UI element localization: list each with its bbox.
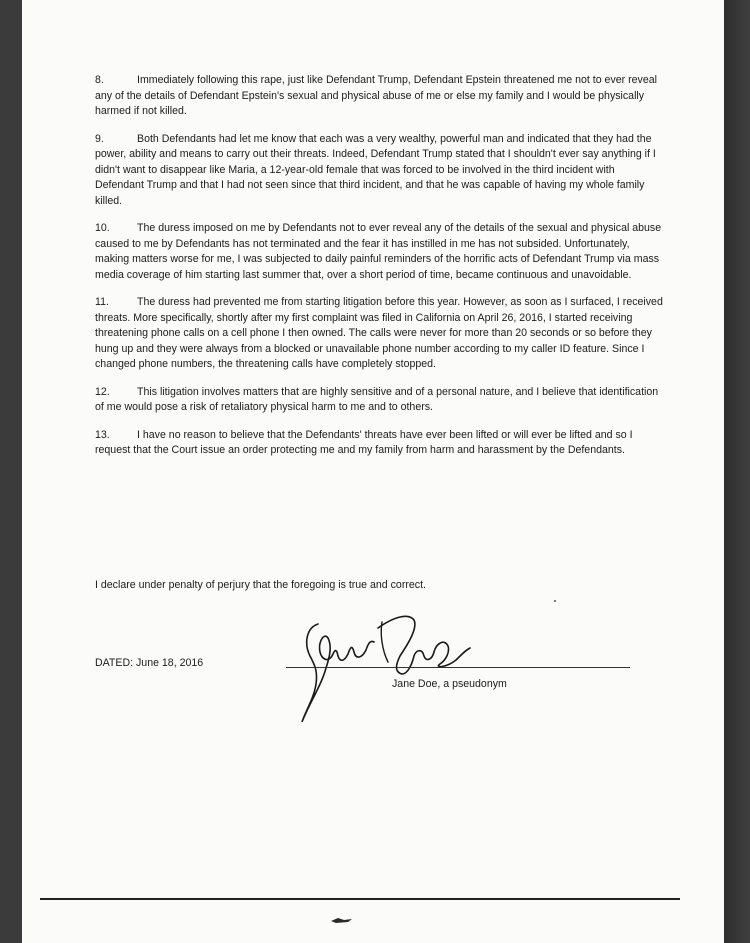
paragraph-text: This litigation involves matters that are highly sensitive and of a personal nature, and I believe that identification of me would pose a risk of retaliatory physical harm to me and to others. [95,385,659,413]
paragraph-text: Immediately following this rape, just like Defendant Trump, Defendant Epstein threatened me not to ever reveal any of the details of Defendant Epstein's sexual and physical abuse of me or else my family and I would be physically harmed if not killed. [95,74,657,117]
paragraph-9 [95,132,665,210]
paragraph-text: The duress imposed on me by Defendants not to ever reveal any of the details of the sexual and physical abuse caused to me by Defendants has not terminated and the fear it has instilled in me has not subsided. Unfortunately, making matters worse for me, I was subjected to daily painful reminders of the horrific acts of Defendant Trump via mass media coverage of him starting last summer that, over a short period of time, became continuous and unavoidable. [95,222,662,281]
dated-line: DATED: June 18, 2016 [95,657,204,669]
handwritten-signature [296,598,476,728]
paragraph-13 [95,428,665,459]
perjury-declaration: I declare under penalty of perjury that the foregoing is true and correct. [95,579,426,591]
paragraph-11 [95,295,665,373]
stray-mark [554,600,556,602]
signature-line [286,667,630,668]
paragraph-number: 8. [95,74,104,86]
footer-mark [330,916,354,924]
declaration-body [95,73,665,471]
footer-rule [40,898,680,900]
right-margin-shadow [724,0,750,943]
paragraph-number: 12. [95,385,110,398]
paragraph-number: 10. [95,222,110,234]
paragraph-text: I have no reason to believe that the Defendants' threats have ever been lifted or will ever be lifted and so I request that the Court issue an order protecting me and my family from harm and harassment by the Defendants. [95,428,633,456]
paragraph-10 [95,221,665,283]
paragraph-number: 9. [95,132,104,145]
paragraph-number: 11. [95,296,109,308]
paragraph-8 [95,73,665,120]
paragraph-text: The duress had prevented me from starting litigation before this year. However, as soon as I surfaced, I received threats. More specifically, shortly after my first complaint was filed in California on April 26, 2016, I started receiving threatening phone calls on a cell phone I then owned. The calls were never for more than 20 seconds or so before they hung up and they were always from a blocked or unavailable phone number according to my caller ID feature. Since I changed phone numbers, the threatening calls have completely stopped. [95,296,663,370]
paragraph-number: 13. [95,428,110,441]
paragraph-text: Both Defendants had let me know that each was a very wealthy, powerful man and indicated that they had the power, ability and means to carry out their threats. Indeed, Defendant Trump stated that I shouldn't ever say anything if I didn't want to disappear like Maria, a 12-year-old female that was forced to be involved in the third incident with Defendant Trump and that I had not seen since that third incident, and that he was capable of having my whole family killed. [95,132,656,207]
signatory-name: Jane Doe, a pseudonym [392,678,507,690]
left-margin-shadow [0,0,22,943]
paragraph-12 [95,385,665,416]
